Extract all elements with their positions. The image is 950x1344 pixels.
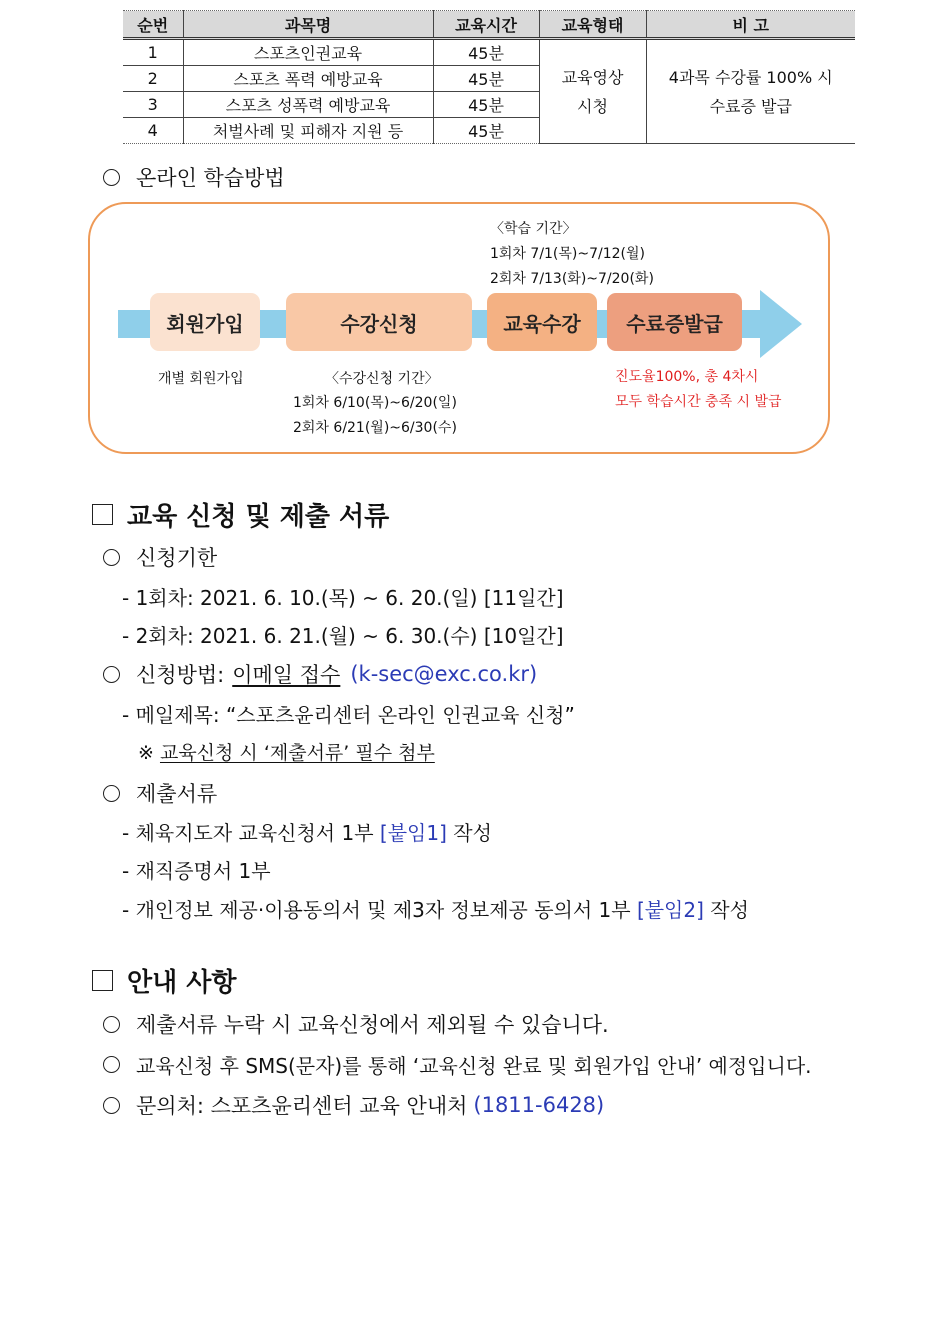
section-notice-title — [92, 962, 237, 999]
cell-no: 4 — [123, 118, 183, 144]
doc-item-1 — [122, 817, 492, 846]
step-study: 교육수강 — [487, 293, 597, 351]
cell-no: 3 — [123, 92, 183, 118]
docs-heading — [103, 778, 217, 808]
doc-item-3-text: - 개인정보 제공·이용동의서 및 제3자 정보제공 동의서 1부 — [122, 898, 637, 922]
form-line-1: 교육영상 — [561, 67, 624, 87]
apply-period-2: 2회차 6/21(월)~6/30(수) — [293, 420, 457, 436]
reference-mark: ※ — [138, 742, 160, 764]
cell-hours: 45분 — [433, 92, 539, 118]
circle-bullet-icon — [103, 169, 120, 186]
notice-item-1 — [103, 1009, 609, 1039]
deadline-round-1: - 1회차: 2021. 6. 10.(목) ~ 6. 20.(일) [11일간] — [122, 586, 564, 610]
cell-hours: 45분 — [433, 118, 539, 144]
apply-period-1: 1회차 6/10(목)~6/20(일) — [293, 395, 457, 411]
header-form: 교육형태 — [539, 11, 646, 39]
study-period-2: 2회차 7/13(화)~7/20(화) — [490, 271, 654, 287]
doc-item-1-text: - 체육지도자 교육신청서 1부 — [122, 821, 380, 845]
cell-no: 1 — [123, 39, 183, 66]
study-period-title: 〈학습 기간〉 — [490, 221, 577, 237]
section-apply-title-text: 교육 신청 및 제출 서류 — [127, 502, 390, 532]
doc-item-2: - 재직증명서 1부 — [122, 859, 271, 883]
cell-form — [539, 39, 646, 144]
doc-item-3-suffix: 작성 — [703, 898, 749, 922]
apply-method-label: 신청방법: — [136, 663, 225, 687]
circle-bullet-icon — [103, 549, 120, 566]
cell-note — [646, 39, 855, 144]
step-certificate: 수료증발급 — [607, 293, 742, 351]
apply-email-link[interactable]: (k-sec@exc.co.kr) — [350, 662, 538, 686]
circle-bullet-icon — [103, 1056, 120, 1073]
form-line-2: 시청 — [577, 96, 608, 116]
deadline-heading-text: 신청기한 — [136, 546, 218, 570]
notice-item-3-text: 문의처: 스포츠윤리센터 교육 안내처 — [136, 1094, 468, 1118]
circle-bullet-icon — [103, 785, 120, 802]
checkbox-square-icon — [92, 970, 113, 991]
cell-subject: 처벌사례 및 피해자 지원 등 — [183, 118, 433, 144]
mail-subject-line: - 메일제목: “스포츠윤리센터 온라인 인권교육 신청” — [122, 703, 575, 727]
step-apply: 수강신청 — [286, 293, 472, 351]
doc-item-1-suffix: 작성 — [446, 821, 492, 845]
notice-item-2 — [103, 1050, 812, 1079]
header-note: 비 고 — [646, 11, 855, 39]
cell-subject: 스포츠 성폭력 예방교육 — [183, 92, 433, 118]
header-no: 순번 — [123, 11, 183, 39]
required-docs-note-text: 교육신청 시 ‘제출서류’ 필수 첨부 — [159, 742, 435, 764]
notice-item-3 — [103, 1090, 604, 1120]
section-apply-title — [92, 496, 389, 533]
header-subject: 과목명 — [183, 11, 433, 39]
apply-method-line — [103, 659, 537, 689]
online-method-heading-text: 온라인 학습방법 — [136, 166, 285, 190]
deadline-heading — [103, 542, 217, 572]
circle-bullet-icon — [103, 1016, 120, 1033]
cell-no: 2 — [123, 66, 183, 92]
note-line-1: 4과목 수강률 100% 시 — [668, 67, 833, 87]
cell-subject: 스포츠인권교육 — [183, 39, 433, 66]
section-notice-title-text: 안내 사항 — [127, 968, 237, 998]
header-hours: 교육시간 — [433, 11, 539, 39]
cert-note-2: 모두 학습시간 충족 시 발급 — [615, 394, 782, 410]
checkbox-square-icon — [92, 504, 113, 525]
online-method-heading — [103, 162, 285, 192]
signup-note: 개별 회원가입 — [158, 371, 244, 387]
notice-item-1-text: 제출서류 누락 시 교육신청에서 제외될 수 있습니다. — [136, 1013, 609, 1037]
deadline-round-2: - 2회차: 2021. 6. 21.(월) ~ 6. 30.(수) [10일간] — [122, 624, 564, 648]
docs-heading-text: 제출서류 — [136, 782, 218, 806]
cell-hours: 45분 — [433, 66, 539, 92]
required-docs-note — [138, 738, 435, 765]
step-signup: 회원가입 — [150, 293, 260, 351]
table-row — [123, 39, 855, 66]
cell-subject: 스포츠 폭력 예방교육 — [183, 66, 433, 92]
note-line-2: 수료증 발급 — [709, 96, 792, 116]
contact-phone[interactable]: (1811-6428) — [473, 1093, 605, 1117]
doc-item-3 — [122, 894, 749, 923]
study-period-1: 1회차 7/1(목)~7/12(월) — [490, 246, 646, 262]
table-header-row — [123, 11, 855, 39]
apply-period-title: 〈수강신청 기간〉 — [325, 371, 439, 387]
circle-bullet-icon — [103, 666, 120, 683]
course-table — [123, 10, 855, 144]
cell-hours: 45분 — [433, 39, 539, 66]
apply-method-value: 이메일 접수 — [232, 663, 341, 687]
attachment-2-ref: [붙임2] — [636, 898, 704, 922]
cert-note-1: 진도율100%, 총 4차시 — [615, 369, 759, 385]
notice-item-2-text: 교육신청 후 SMS(문자)를 통해 ‘교육신청 완료 및 회원가입 안내’ 예정입니다. — [136, 1054, 812, 1078]
circle-bullet-icon — [103, 1097, 120, 1114]
attachment-1-ref: [붙임1] — [379, 821, 447, 845]
